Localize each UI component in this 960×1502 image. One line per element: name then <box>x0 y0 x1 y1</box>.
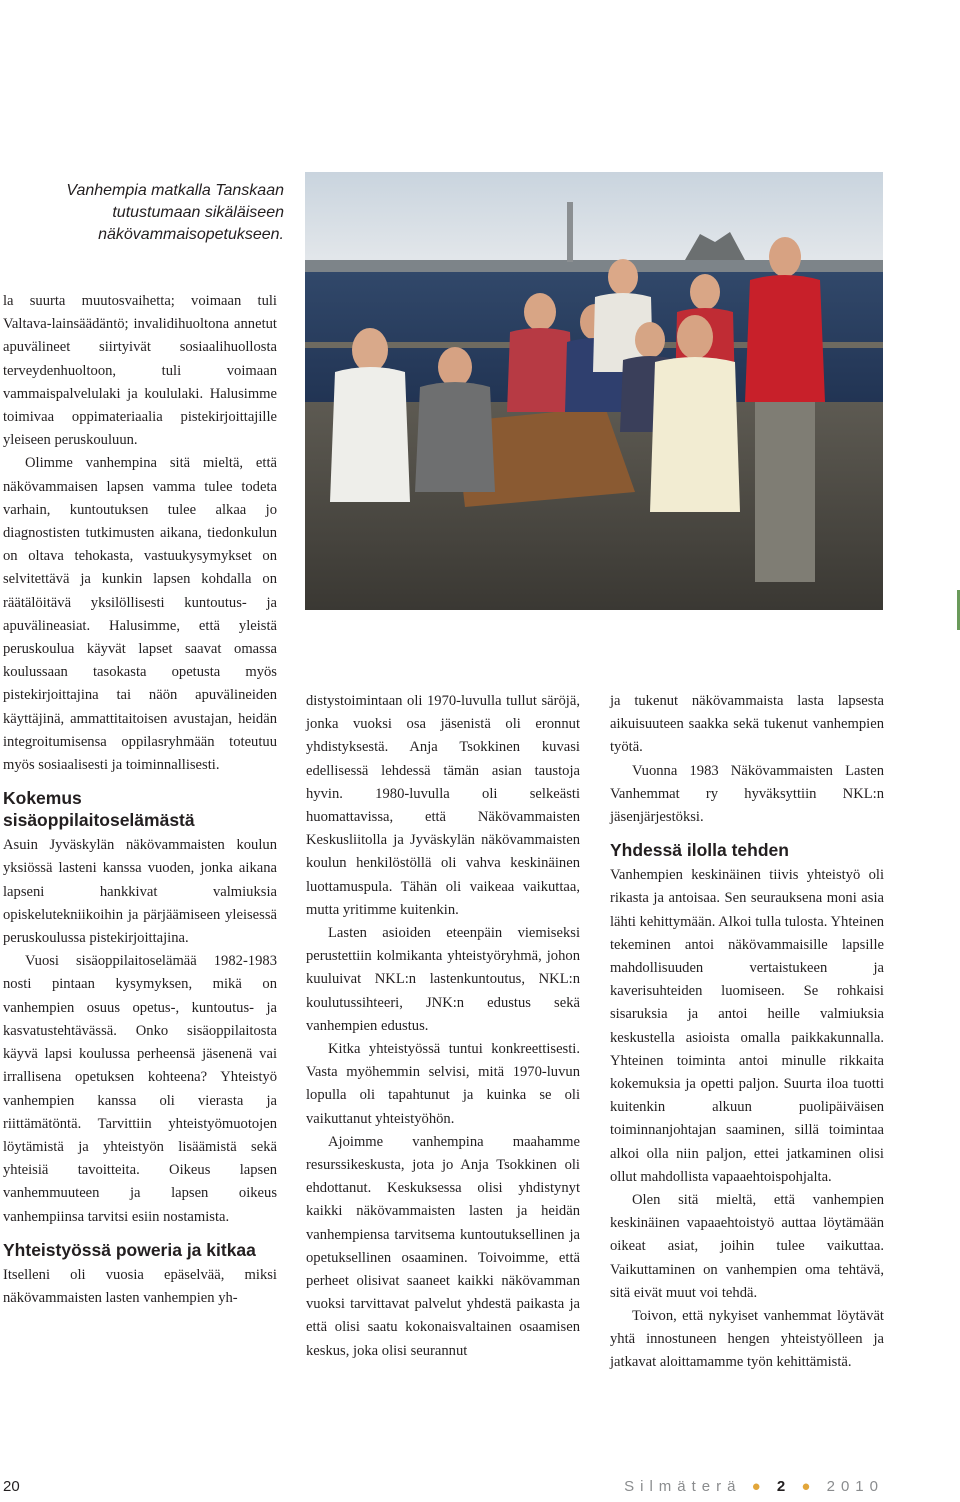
section-heading: Yhdessä ilolla tehden <box>610 840 789 861</box>
photo-caption: Vanhempia matkalla Tanskaan tutustumaan sikäläiseen näkövammaisopetukseen. <box>66 182 284 243</box>
paragraph: Olimme vanhempina sitä mieltä, että näkövammaisen lapsen vamma tulee todeta varhain, kuntoutuksen tulee alkaa jo diagnostisten tutkimusten aikana, tiedonkulun on oltava tehokasta, vastuukysymykset on selvitettävä ja kunkin lapsen kohdalla on räätälöitävä yksilöllisesti kuntoutus- ja apuvälineasiat. Halusimme, että yleistä peruskoulua käyvät lapset saavat omassa koulussaan tasokasta opetusta myös pistekirjoittajina tai näön apuvälineiden käyttäjinä, ammattitaitoisen avustajan, heidän integroitumisensa oppilasryhmään toteutuu myös sosiaalisesti ja toiminnallisesti. <box>3 455 277 774</box>
paragraph: Itselleni oli vuosia epäselvää, miksi näkövammaisten lasten vanhempien yh- <box>3 1266 277 1306</box>
text-column-1 <box>3 290 277 1310</box>
text-column-2 <box>306 690 580 1363</box>
paragraph: ja tukenut näkövammaista lasta lapsesta aikuisuuteen saakka sekä tukenut vanhempien työtä. <box>610 693 884 756</box>
text-column-3 <box>610 690 884 1375</box>
magazine-name: Silmäterä <box>624 1478 742 1495</box>
paragraph: Kitka yhteistyössä tuntui konkreettisesti. Vasta myöhemmin selvisi, mitä 1970-luvun lopulla oli tapahtunut ja kuinka se oli vaikuttanut yhteistyöhön. <box>306 1041 580 1127</box>
paragraph: Ajoimme vanhempina maahamme resurssikeskusta, jota jo Anja Tsokkinen oli ehdottanut. Keskuksessa olisi yhdistynyt kaikki näkövammaisten lasten ja heidän vanhempiensa tarvitsema kuntoutuksellinen ja opetuksellinen osaaminen. Toivoimme, että perheet olisivat saaneet kaikki näkövamman vuoksi tarvittavat palvelut yhdestä paikasta ja että olisi saatu kokonaisvaltainen osaamisen keskus, joka olisi seurannut <box>306 1133 580 1359</box>
paragraph: Toivon, että nykyiset vanhemmat löytävät yhtä innostuneen hengen yhteistyölleen ja jatkavat aloittamamme työn kehittämistä. <box>610 1308 884 1371</box>
paragraph: la suurta muutosvaihetta; voimaan tuli Valtava-lainsäädäntö; invalidihuoltona annetut apuvälineet siirtyivät sosiaalihuollosta terveydenhuoltoon, tuli voimaan vammaispalvelulaki ja koululaki. Halusimme toimivaa oppimateriaalia pistekirjoittajille yleiseen peruskouluun. <box>3 293 277 449</box>
paragraph: Olen sitä mieltä, että vanhempien keskinäinen vapaaehtoistyö auttaa löytämään oikeat asiat, joihin tulee vaikuttaa. Vaikuttaminen on vanhempien oma tehtävä, sitä eivät muut voi tehdä. <box>610 1192 884 1301</box>
issue-number: 2 <box>776 1478 792 1495</box>
section-heading: Kokemus sisäoppilaitoselämästä <box>3 788 195 831</box>
paragraph: Vanhempien keskinäinen tiivis yhteistyö oli rikasta ja antoisaa. Sen seurauksena moni asia lähti kehittymään. Alkoi tulla tulosta. Yhteinen tekeminen antoi näkövammaisille lapsille mahdollisuuden vertaistukeen ja kaverisuhteiden luomiseen. Se rohkaisi sisaruksia ja antoi heille valmiuksia keskustella asioista omalla paikkakunnalla. Yhteinen toiminta antoi minulle rikkaita kokemuksia ja opetti paljon. Suurta iloa tuotti kuitenkin alkuun puolipäiväisen toiminnanjohtajan saaminen, sillä toimintaa alkoi olla niin paljon, ettei jatkaminen olisi ollut mahdollista vapaaehtoispohjalta. <box>610 867 884 1185</box>
paragraph: Lasten asioiden eteenpäin viemiseksi perustettiin kolmikanta yhteistyöryhmä, johon kuuluivat NKL:n lastenkuntoutus, NKL:n koulutussihteeri, JNK:n edustus sekä vanhempien edustus. <box>306 925 580 1034</box>
section-heading: Yhteistyössä poweria ja kitkaa <box>3 1239 256 1260</box>
bullet-icon: ● <box>751 1478 767 1495</box>
magazine-footer <box>624 1478 884 1495</box>
paragraph: Vuosi sisäoppilaitoselämää 1982-1983 nosti pintaan kysymyksen, mikä on vanhempien osuus opetus-, kuntoutus- ja kasvatustehtävässä. Onko sisäoppilaitosta käyvä lapsi koulussa perheensä jäsenenä vai irrallisena opetuksen kohteena? Yhteistyö vanhempien kanssa oli vierasta ja riittämätöntä. Tarvittiin yhteistyömuotojen löytämistä ja yhteistyön lisäämistä sekä yhteisiä tavoitteita. Oikeus lapsen vanhemmuuteen ja lapsen oikeus vanhempiinsa tarvitsi esiin nostamista. <box>3 953 277 1225</box>
paragraph: Asuin Jyväskylän näkövammaisten koulun yksiössä lasteni kanssa vuoden, jonka aikana lapseni hankkivat valmiuksia opiskelutekniikoihin ja pärjäämiseen yleisessä peruskoulussa pistekirjoittajina. <box>3 837 277 947</box>
group-photo <box>305 172 883 610</box>
paragraph: distystoimintaan oli 1970-luvulla tullut säröjä, jonka vuoksi osa jäsenistä oli eronnut yhdistyksestä. Anja Tsokkinen kuvasi edellisessä lehdessä tämän asian taustoja hyvin. 1980-luvulla oli selkeästi huomattavissa, että Näkövammaisten Keskusliitolla ja Jyväskylän näkövammaisten koulun henkilöstöllä oli vahva keskinäinen luottamuspula. Tähän oli vaikeaa vaikuttaa, mutta yritimme kuitenkin. <box>306 693 580 918</box>
bullet-icon: ● <box>801 1478 817 1495</box>
page-number: 20 <box>3 1478 20 1495</box>
paragraph: Vuonna 1983 Näkövammaisten Lasten Vanhemmat ry hyväksyttiin NKL:n jäsenjärjestöksi. <box>610 762 884 826</box>
issue-year: 2010 <box>826 1478 884 1495</box>
